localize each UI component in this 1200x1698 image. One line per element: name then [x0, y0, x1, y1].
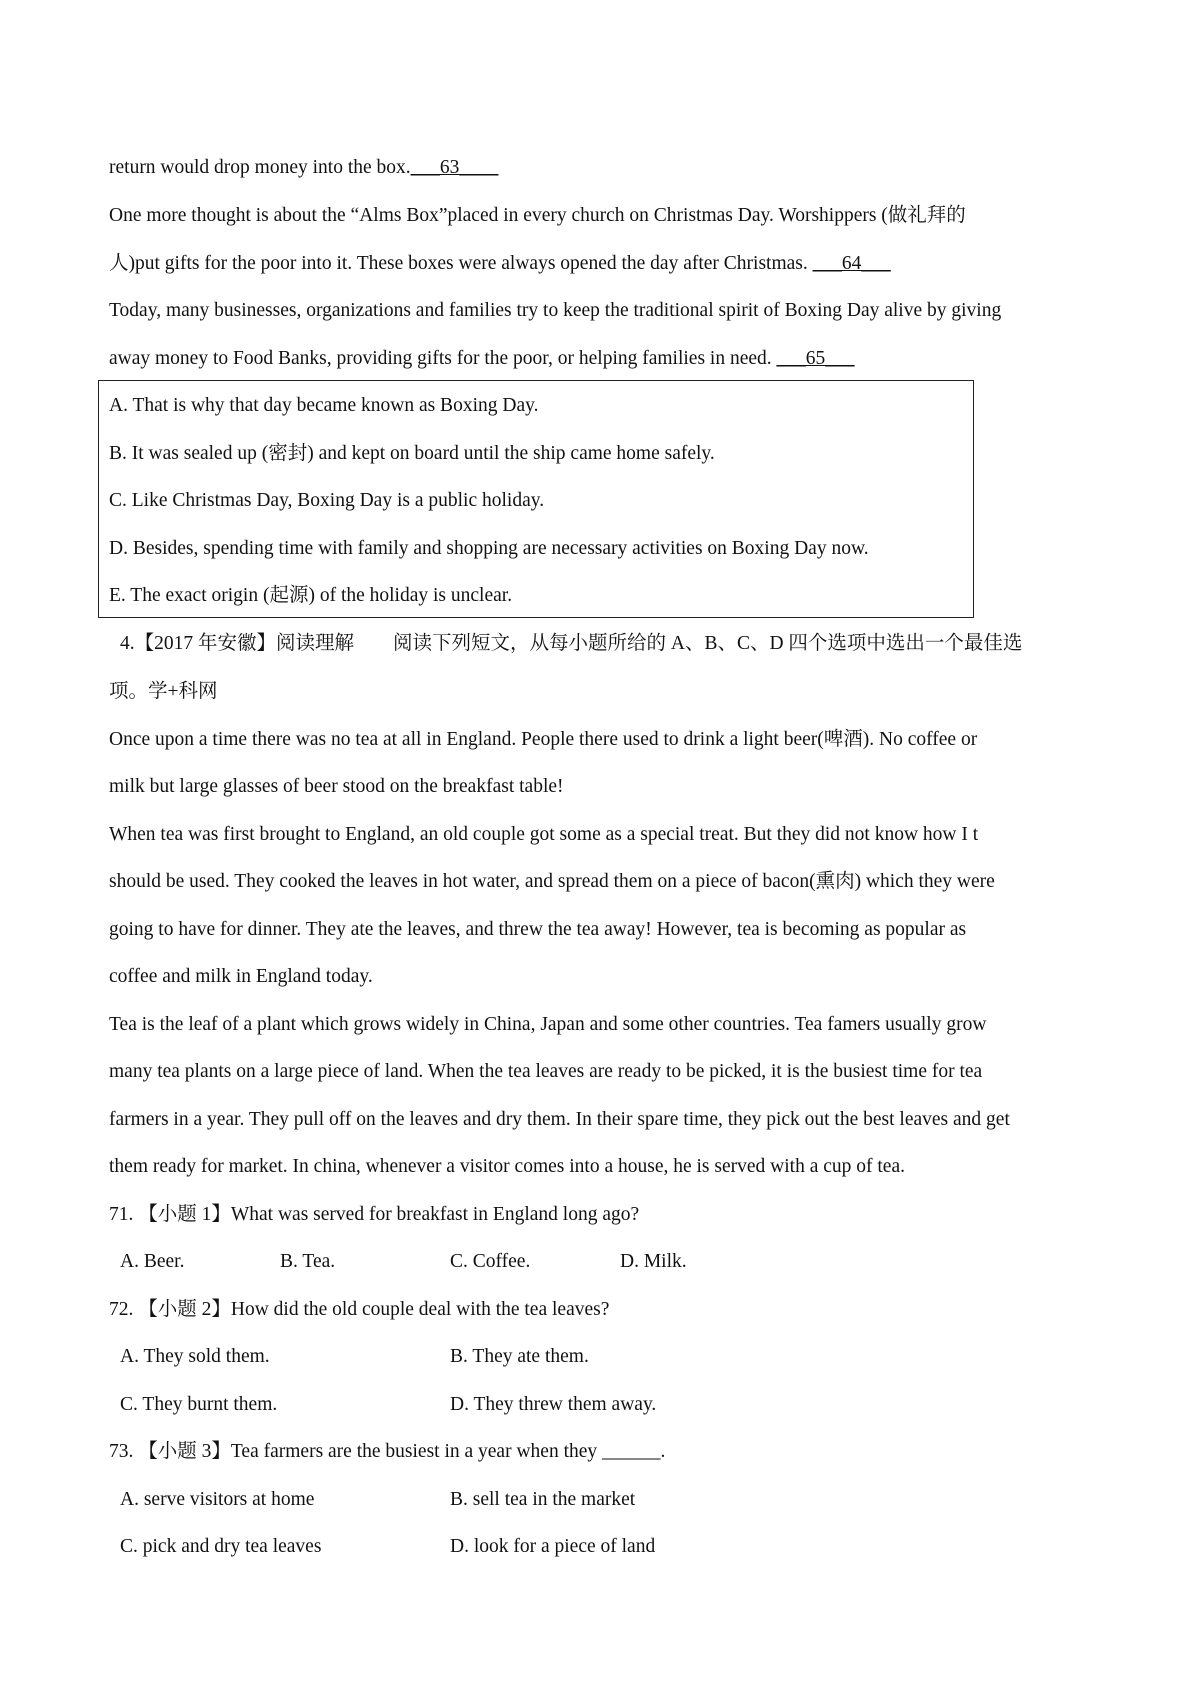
q71-option-b: B. Tea.: [280, 1251, 336, 1272]
passage-line: [109, 251, 891, 277]
q72-option-a: A. They sold them.: [120, 1346, 270, 1367]
passage-line: many tea plants on a large piece of land. When the tea leaves are ready to be picked, it is the busiest time for tea: [109, 1061, 983, 1082]
section-header-cont: 项。学+科网: [109, 681, 218, 702]
q71-option-c: C. Coffee.: [450, 1251, 531, 1272]
answer-blank-65: ___65___: [776, 348, 855, 369]
q72-option-d: D. They threw them away.: [450, 1394, 657, 1415]
q72-option-c: C. They burnt them.: [120, 1394, 278, 1415]
passage-line: Tea is the leaf of a plant which grows widely in China, Japan and some other countries. Tea famers usually grow: [109, 1014, 987, 1035]
answer-blank-63: ___63____: [410, 157, 499, 178]
passage-line: One more thought is about the “Alms Box”placed in every church on Christmas Day. Worshippers (做礼拜的: [109, 205, 966, 226]
passage-text: away money to Food Banks, providing gifts for the poor, or helping families in need.: [109, 348, 777, 369]
passage-line: When tea was first brought to England, an old couple got some as a special treat. But they did not know how I t: [109, 824, 979, 845]
q71-option-d: D. Milk.: [620, 1251, 687, 1272]
passage-line: milk but large glasses of beer stood on the breakfast table!: [109, 776, 564, 797]
passage-line: farmers in a year. They pull off on the leaves and dry them. In their spare time, they pick out the best leaves and get: [109, 1109, 1010, 1130]
passage-line: coffee and milk in England today.: [109, 966, 373, 987]
option-e: E. The exact origin (起源) of the holiday is unclear.: [109, 585, 513, 606]
passage-line: [109, 155, 498, 181]
passage-text: return would drop money into the box.: [109, 157, 411, 178]
q72-option-b: B. They ate them.: [450, 1346, 589, 1367]
q73-option-a: A. serve visitors at home: [120, 1489, 315, 1510]
option-a: A. That is why that day became known as Boxing Day.: [109, 395, 539, 416]
q73-option-d: D. look for a piece of land: [450, 1536, 656, 1557]
option-d: D. Besides, spending time with family and shopping are necessary activities on Boxing Day now.: [109, 538, 869, 559]
question-73: 73. 【小题 3】Tea farmers are the busiest in a year when they ______.: [109, 1441, 666, 1462]
q71-option-a: A. Beer.: [120, 1251, 185, 1272]
passage-text: 人)put gifts for the poor into it. These boxes were always opened the day after Christmas.: [109, 253, 813, 274]
question-71: 71. 【小题 1】What was served for breakfast in England long ago?: [109, 1204, 640, 1225]
answer-blank-64: ___64___: [812, 253, 891, 274]
option-c: C. Like Christmas Day, Boxing Day is a public holiday.: [109, 490, 545, 511]
passage-line: [109, 346, 855, 372]
q73-option-b: B. sell tea in the market: [450, 1489, 636, 1510]
option-b: B. It was sealed up (密封) and kept on board until the ship came home safely.: [109, 443, 715, 464]
question-72: 72. 【小题 2】How did the old couple deal with the tea leaves?: [109, 1299, 610, 1320]
passage-line: going to have for dinner. They ate the leaves, and threw the tea away! However, tea is becoming as popular as: [109, 919, 967, 940]
q73-option-c: C. pick and dry tea leaves: [120, 1536, 322, 1557]
passage-line: Once upon a time there was no tea at all in England. People there used to drink a light beer(啤酒). No coffee or: [109, 729, 978, 750]
section-header: 4.【2017 年安徽】阅读理解 阅读下列短文，从每小题所给的 A、B、C、D 四个选项中选出一个最佳选: [120, 633, 1023, 654]
passage-line: should be used. They cooked the leaves in hot water, and spread them on a piece of bacon(熏肉) which they were: [109, 871, 995, 892]
passage-line: them ready for market. In china, whenever a visitor comes into a house, he is served with a cup of tea.: [109, 1156, 905, 1177]
passage-line: Today, many businesses, organizations and families try to keep the traditional spirit of Boxing Day alive by giving: [109, 300, 1002, 321]
